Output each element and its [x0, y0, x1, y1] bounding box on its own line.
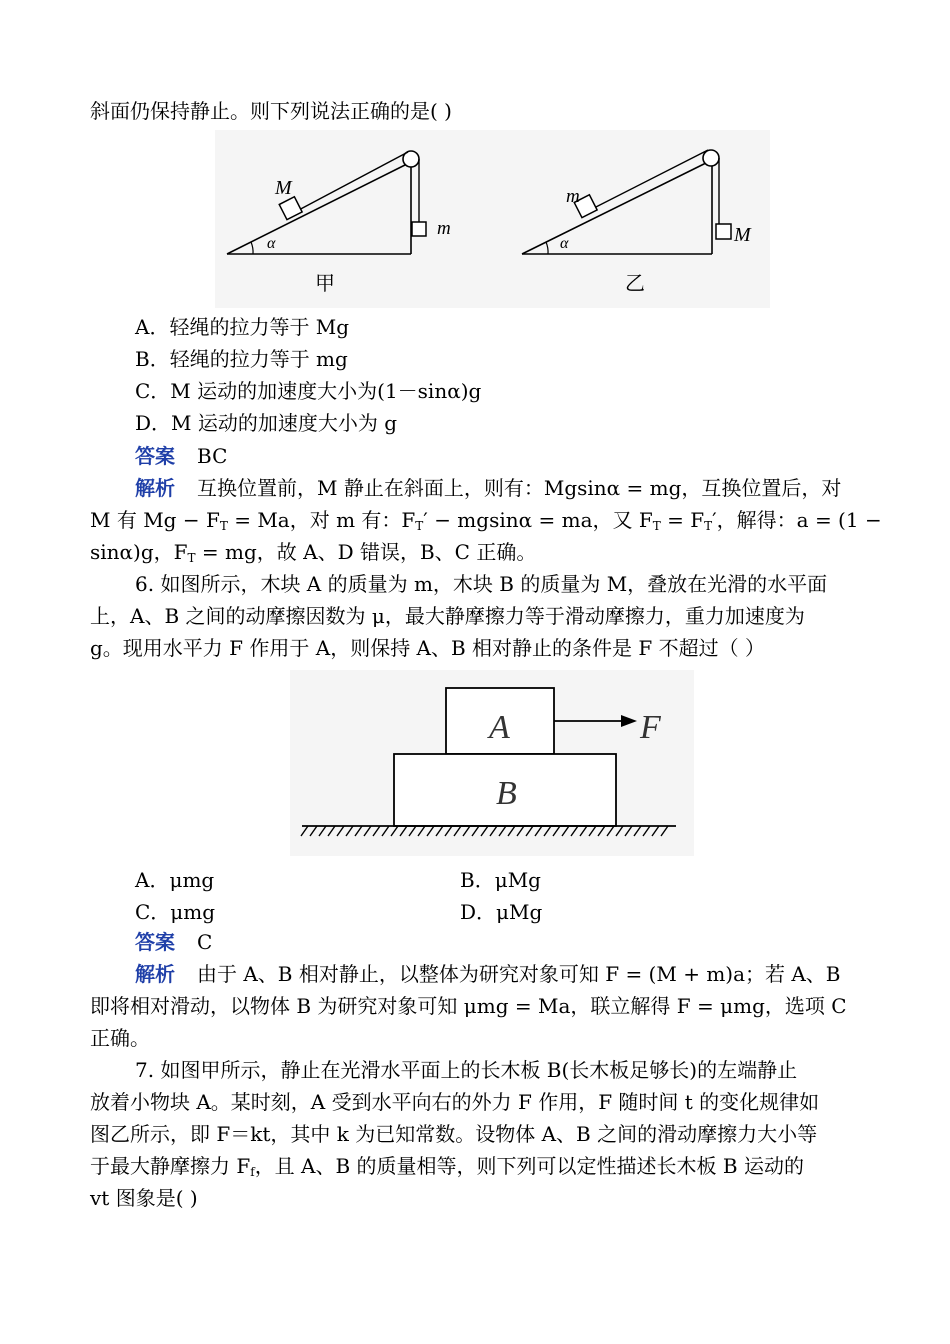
q7-stem-line1: 7. 如图甲所示，静止在光滑水平面上的长木板 B(长木板足够长)的左端静止 [135, 1058, 798, 1082]
q5-option-c: C．M 运动的加速度大小为(1－sinα)g [135, 379, 482, 403]
left-caption: 甲 [315, 271, 335, 295]
analysis-text: = F [660, 508, 705, 532]
left-top-label: M [275, 177, 292, 199]
analysis-label: 解析 [135, 476, 175, 500]
left-angle-label: α [267, 235, 276, 252]
q7-stem-line2: 放着小物块 A。某时刻，A 受到水平向右的外力 F 作用，F 随时间 t 的变化规律如 [90, 1090, 820, 1114]
right-top-label: m [566, 186, 580, 207]
q6-analysis-line3: 正确。 [90, 1026, 150, 1050]
answer-label: 答案 [135, 444, 175, 468]
q7-stem-line5: vt 图象是( ) [90, 1186, 198, 1210]
analysis-text: 互换位置前，M 静止在斜面上，则有：Mgsinα = mg，互换位置后，对 [197, 476, 842, 500]
q7-stem-line4 [90, 1152, 860, 1186]
q6-answer [135, 928, 905, 956]
q6-stem-line1: 6. 如图所示，木块 A 的质量为 m，木块 B 的质量为 M，叠放在光滑的水平面 [135, 572, 828, 596]
q5-analysis-line2 [90, 506, 882, 540]
subscript: f [250, 1165, 255, 1179]
q5-option-a: A．轻绳的拉力等于 Mg [135, 315, 350, 339]
analysis-text: = Ma，对 m 有：F [227, 508, 416, 532]
stem-text: ，且 A、B 的质量相等，则下列可以定性描述长木板 B 运动的 [254, 1154, 804, 1178]
q5-answer [135, 442, 905, 470]
right-angle-label: α [560, 235, 569, 252]
incline-diagram [215, 130, 770, 308]
q6-analysis-line2: 即将相对滑动，以物体 B 为研究对象可知 μmg = Ma，联立解得 F = μmg，选项 C [90, 994, 847, 1018]
q6-stem-line2: 上，A、B 之间的动摩擦因数为 μ，最大静摩擦力等于滑动摩擦力，重力加速度为 [90, 604, 805, 628]
force-label: F [640, 709, 661, 746]
analysis-text: 由于 A、B 相对静止，以整体为研究对象可知 F = (M + m)a；若 A、B [197, 962, 841, 986]
q6-analysis-line1 [135, 960, 905, 988]
answer-value: C [197, 930, 213, 954]
q6-option-a: A．μmg [135, 868, 215, 892]
analysis-text: ′ − mgsinα = ma，又 F [423, 508, 653, 532]
q6-option-d: D．μMg [460, 900, 543, 924]
block-b-label: B [496, 775, 517, 812]
blocks-diagram [290, 670, 694, 856]
right-caption: 乙 [625, 271, 645, 295]
block-a-label: A [489, 709, 510, 746]
right-hang-label: M [734, 224, 751, 246]
analysis-text: M 有 Mg − F [90, 508, 220, 532]
analysis-text: ′，解得：a = (1 − [712, 508, 882, 532]
stem-text: 于最大静摩擦力 F [90, 1154, 251, 1178]
subscript: T [219, 519, 228, 533]
q5-analysis-line1 [135, 474, 905, 502]
incline-figure [215, 130, 770, 308]
analysis-label: 解析 [135, 962, 175, 986]
subscript: T [187, 551, 196, 565]
subscript: T [704, 519, 713, 533]
subscript: T [415, 519, 424, 533]
subscript: T [652, 519, 661, 533]
q5-analysis-line3 [90, 538, 860, 572]
q5-stem: 斜面仍保持静止。则下列说法正确的是( ) [90, 99, 452, 123]
q5-option-d: D．M 运动的加速度大小为 g [135, 411, 398, 435]
answer-label: 答案 [135, 930, 175, 954]
analysis-text: sinα)g，F [90, 540, 188, 564]
q6-option-c: C．μmg [135, 900, 216, 924]
left-hang-label: m [437, 218, 451, 239]
q7-stem-line3: 图乙所示，即 F＝kt，其中 k 为已知常数。设物体 A、B 之间的滑动摩擦力大小等 [90, 1122, 818, 1146]
analysis-text: = mg，故 A、D 错误，B、C 正确。 [195, 540, 537, 564]
answer-value: BC [197, 444, 228, 468]
q5-option-b: B．轻绳的拉力等于 mg [135, 347, 348, 371]
q6-option-b: B．μMg [460, 868, 541, 892]
blocks-figure [290, 670, 694, 856]
q6-stem-line3: g。现用水平力 F 作用于 A，则保持 A、B 相对静止的条件是 F 不超过（ ） [90, 636, 765, 660]
